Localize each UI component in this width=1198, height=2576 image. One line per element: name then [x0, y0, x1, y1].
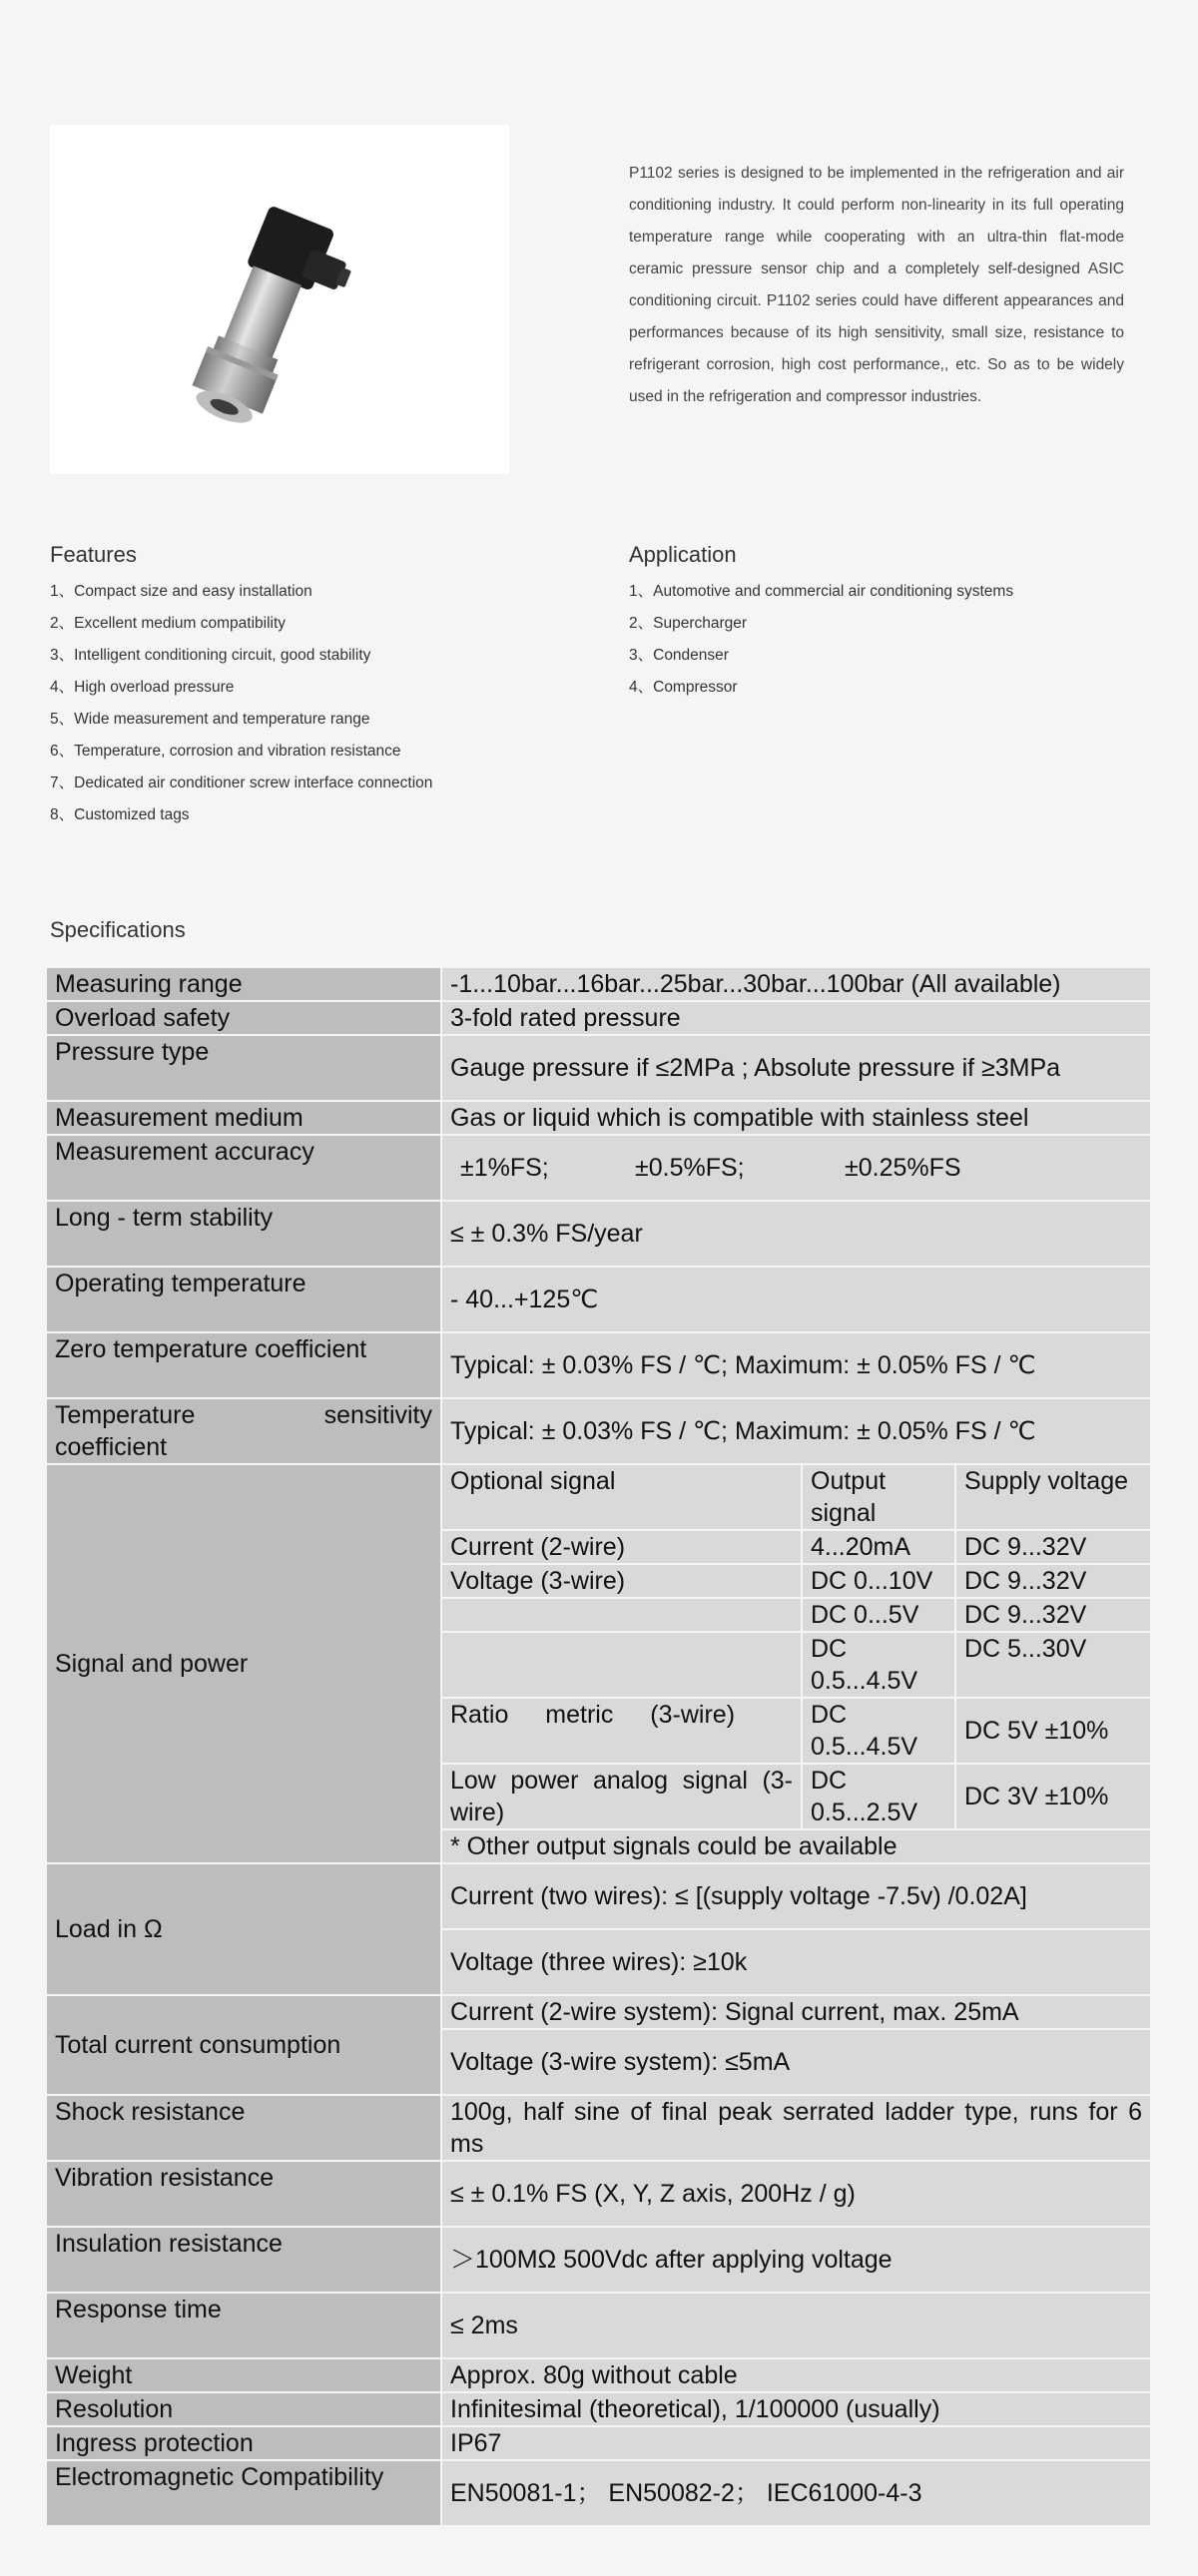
- feature-item: 2、Excellent medium compatibility: [50, 615, 287, 632]
- feature-item: 1、Compact size and easy installation: [50, 583, 312, 600]
- spec-label: Vibration resistance: [47, 2162, 440, 2226]
- signal-header: Supply voltage: [956, 1465, 1150, 1529]
- spec-row-pressure-type: [47, 1036, 1150, 1100]
- application-item: 1、Automotive and commercial air conditioning systems: [629, 583, 1014, 600]
- spec-value: Voltage (three wires): ≥10k: [442, 1930, 1150, 1994]
- signal-header: Optional signal: [442, 1465, 801, 1529]
- spec-row-zero-temp-coefficient: [47, 1333, 1150, 1397]
- signal-note: * Other output signals could be available: [442, 1830, 1150, 1862]
- accuracy-option: ±0.25%FS: [845, 1154, 961, 1182]
- spec-row-resolution: [47, 2393, 1150, 2425]
- spec-row-overload-safety: [47, 1002, 1150, 1034]
- signal-header: Output signal: [803, 1465, 954, 1529]
- pressure-sensor-illustration: [50, 125, 509, 474]
- spec-row-operating-temperature: [47, 1268, 1150, 1331]
- spec-value: 100g, half sine of final peak serrated ladder type, runs for 6 ms: [442, 2096, 1150, 2160]
- spec-label: Zero temperature coefficient: [47, 1333, 440, 1397]
- spec-row-measurement-accuracy: [47, 1136, 1150, 1200]
- spec-label: Measuring range: [47, 968, 440, 1000]
- spec-value: Gas or liquid which is compatible with stainless steel: [442, 1102, 1150, 1134]
- spec-value: Current (2-wire system): Signal current, max. 25mA: [442, 1996, 1150, 2028]
- signal-cell: Current (2-wire): [442, 1531, 801, 1563]
- signal-cell: Low power analog signal (3-wire): [442, 1765, 801, 1828]
- spec-row-total-current: [47, 1996, 1150, 2028]
- signal-cell: [442, 1599, 801, 1631]
- signal-header-row: [47, 1465, 1150, 1529]
- application-list: [629, 576, 1013, 704]
- spec-value: Gauge pressure if ≤2MPa ; Absolute pressure if ≥3MPa: [442, 1036, 1150, 1100]
- product-description: P1102 series is designed to be implemented in the refrigeration and air conditioning industry. It could perform non-linearity in its full operating temperature range while cooperating with an ultra-thin flat-mode ceramic pressure sensor chip and a completely self-designed ASIC conditioning circuit. P1102 series could have different appearances and performances because of its high sensitivity, small size, resistance to refrigerant corrosion, high cost performance,, etc. So as to be widely used in the refrigeration and compressor industries.: [629, 165, 1124, 405]
- spec-value: Infinitesimal (theoretical), 1/100000 (usually): [442, 2393, 1150, 2425]
- spec-label: Overload safety: [47, 1002, 440, 1034]
- spec-row-shock-resistance: [47, 2096, 1150, 2160]
- spec-label: [47, 1399, 440, 1463]
- spec-value: ≤ 2ms: [442, 2294, 1150, 2357]
- spec-value: Voltage (3-wire system): ≤5mA: [442, 2030, 1150, 2094]
- spec-value: ≤ ± 0.1% FS (X, Y, Z axis, 200Hz / g): [442, 2162, 1150, 2226]
- signal-cell: Voltage (3-wire): [442, 1565, 801, 1597]
- spec-label: Measurement accuracy: [47, 1136, 440, 1200]
- spec-row-response-time: [47, 2294, 1150, 2357]
- application-item: 4、Compressor: [629, 679, 738, 696]
- spec-label: Pressure type: [47, 1036, 440, 1100]
- feature-item: 7、Dedicated air conditioner screw interface connection: [50, 774, 433, 791]
- spec-value: Current (two wires): ≤ [(supply voltage -7.5v) /0.02A]: [442, 1864, 1150, 1928]
- signal-cell: DC 9...32V: [956, 1531, 1150, 1563]
- accuracy-option: ±0.5%FS;: [635, 1154, 745, 1182]
- application-item: 3、Condenser: [629, 647, 729, 664]
- spec-value: Typical: ± 0.03% FS / ℃; Maximum: ± 0.05% FS / ℃: [442, 1399, 1150, 1463]
- spec-value: 3-fold rated pressure: [442, 1002, 1150, 1034]
- specifications-heading: Specifications: [50, 917, 186, 942]
- spec-label: Long - term stability: [47, 1202, 440, 1266]
- signal-cell: DC 5V ±10%: [956, 1699, 1150, 1763]
- spec-label: Load in Ω: [47, 1864, 440, 1994]
- signal-cell: DC 0...5V: [803, 1599, 954, 1631]
- signal-cell: DC 9...32V: [956, 1599, 1150, 1631]
- signal-cell: DC 9...32V: [956, 1565, 1150, 1597]
- spec-value: - 40...+125℃: [442, 1268, 1150, 1331]
- signal-cell: DC 3V ±10%: [956, 1765, 1150, 1828]
- accuracy-option: ±1%FS;: [460, 1154, 549, 1182]
- signal-cell: Ratio metric (3-wire): [442, 1699, 801, 1763]
- spec-label: Measurement medium: [47, 1102, 440, 1134]
- feature-item: 6、Temperature, corrosion and vibration resistance: [50, 743, 401, 760]
- signal-cell: DC 0.5...4.5V: [803, 1699, 954, 1763]
- spec-row-long-term-stability: [47, 1202, 1150, 1266]
- spec-label: Total current consumption: [47, 1996, 440, 2094]
- signal-cell: [442, 1633, 801, 1697]
- spec-row-measurement-medium: [47, 1102, 1150, 1134]
- application-heading: Application: [629, 542, 737, 567]
- spec-row-ingress-protection: [47, 2427, 1150, 2459]
- signal-cell: DC 5...30V: [956, 1633, 1150, 1697]
- spec-value: ≤ ± 0.3% FS/year: [442, 1202, 1150, 1266]
- product-image: [50, 125, 509, 474]
- signal-cell: 4...20mA: [803, 1531, 954, 1563]
- spec-row-temp-sensitivity: [47, 1399, 1150, 1463]
- feature-item: 4、High overload pressure: [50, 679, 235, 696]
- spec-label-line: Temperature sensitivity: [55, 1401, 432, 1429]
- spec-label: Weight: [47, 2359, 440, 2391]
- spec-label-line: coefficient: [55, 1433, 168, 1461]
- spec-label: Signal and power: [47, 1465, 440, 1862]
- spec-label: Electromagnetic Compatibility: [47, 2461, 440, 2525]
- spec-value: EN50081-1； EN50082-2； IEC61000-4-3: [442, 2461, 1150, 2525]
- signal-cell: DC 0.5...4.5V: [803, 1633, 954, 1697]
- feature-item: 5、Wide measurement and temperature range: [50, 711, 370, 728]
- spec-row-weight: [47, 2359, 1150, 2391]
- spec-value: [442, 1136, 1150, 1200]
- spec-label: Resolution: [47, 2393, 440, 2425]
- spec-label: Response time: [47, 2294, 440, 2357]
- specifications-table: [45, 966, 1152, 2527]
- spec-label: Insulation resistance: [47, 2228, 440, 2292]
- spec-row-load: [47, 1864, 1150, 1928]
- spec-row-insulation-resistance: [47, 2228, 1150, 2292]
- feature-item: 8、Customized tags: [50, 806, 190, 823]
- spec-label: Operating temperature: [47, 1268, 440, 1331]
- feature-item: 3、Intelligent conditioning circuit, good stability: [50, 647, 371, 664]
- spec-value: Typical: ± 0.03% FS / ℃; Maximum: ± 0.05% FS / ℃: [442, 1333, 1150, 1397]
- spec-value: Approx. 80g without cable: [442, 2359, 1150, 2391]
- application-item: 2、Supercharger: [629, 615, 748, 632]
- spec-row-vibration-resistance: [47, 2162, 1150, 2226]
- spec-row-measuring-range: [47, 968, 1150, 1000]
- features-heading: Features: [50, 542, 137, 567]
- spec-label: Ingress protection: [47, 2427, 440, 2459]
- features-list: [50, 576, 432, 831]
- spec-row-emc: [47, 2461, 1150, 2525]
- spec-label: Shock resistance: [47, 2096, 440, 2160]
- signal-cell: DC 0.5...2.5V: [803, 1765, 954, 1828]
- spec-value: ＞100MΩ 500Vdc after applying voltage: [442, 2228, 1150, 2292]
- signal-cell: DC 0...10V: [803, 1565, 954, 1597]
- spec-value: IP67: [442, 2427, 1150, 2459]
- spec-value: -1...10bar...16bar...25bar...30bar...100bar (All available): [442, 968, 1150, 1000]
